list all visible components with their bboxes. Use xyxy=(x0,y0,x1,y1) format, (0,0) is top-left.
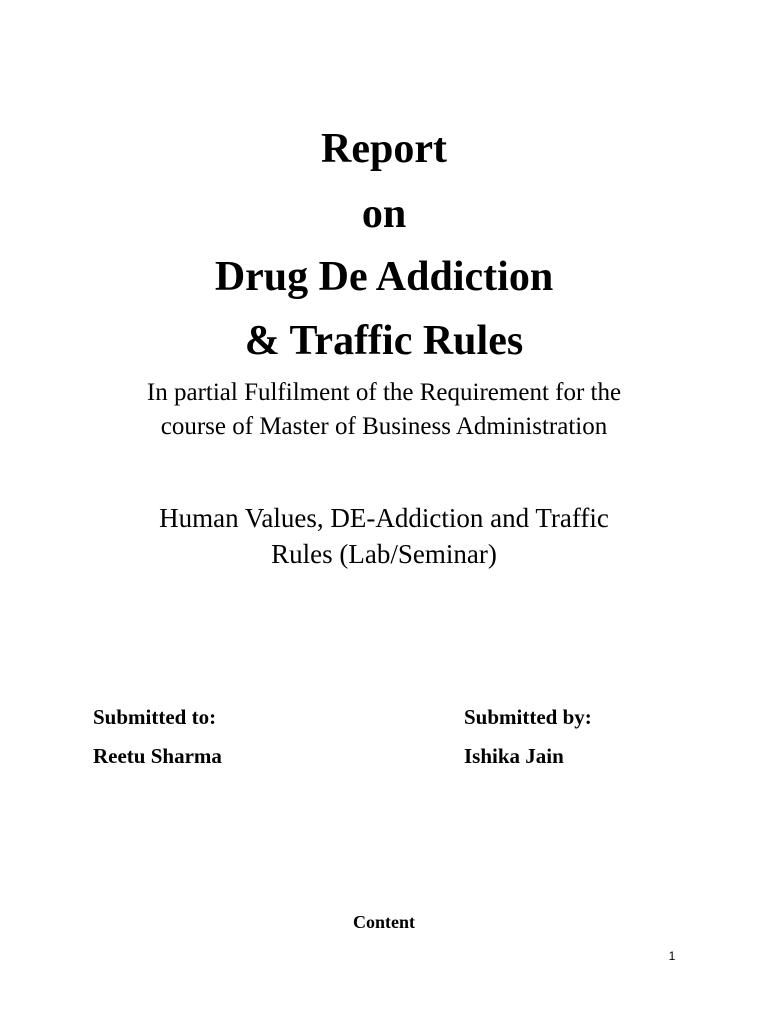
course-name-line-2: Rules (Lab/Seminar) xyxy=(271,539,497,569)
report-title-line-3: Drug De Addiction xyxy=(214,254,554,300)
fulfilment-text-line-1: In partial Fulfilment of the Requirement for the xyxy=(146,379,622,406)
course-name-line-1: Human Values, DE-Addiction and Traffic xyxy=(159,503,609,533)
submitted-by-name: Ishika Jain xyxy=(464,744,564,768)
submitted-to-label: Submitted to: xyxy=(93,705,217,729)
submitted-to-name: Reetu Sharma xyxy=(93,744,222,768)
content-heading: Content xyxy=(353,912,415,932)
report-title-line-4: & Traffic Rules xyxy=(244,318,524,364)
page-number: 1 xyxy=(668,949,676,963)
report-title-line-2: on xyxy=(361,191,407,237)
fulfilment-text-line-2: course of Master of Business Administration xyxy=(160,413,608,440)
report-title-line-1: Report xyxy=(321,126,447,172)
submitted-by-label: Submitted by: xyxy=(464,705,592,729)
